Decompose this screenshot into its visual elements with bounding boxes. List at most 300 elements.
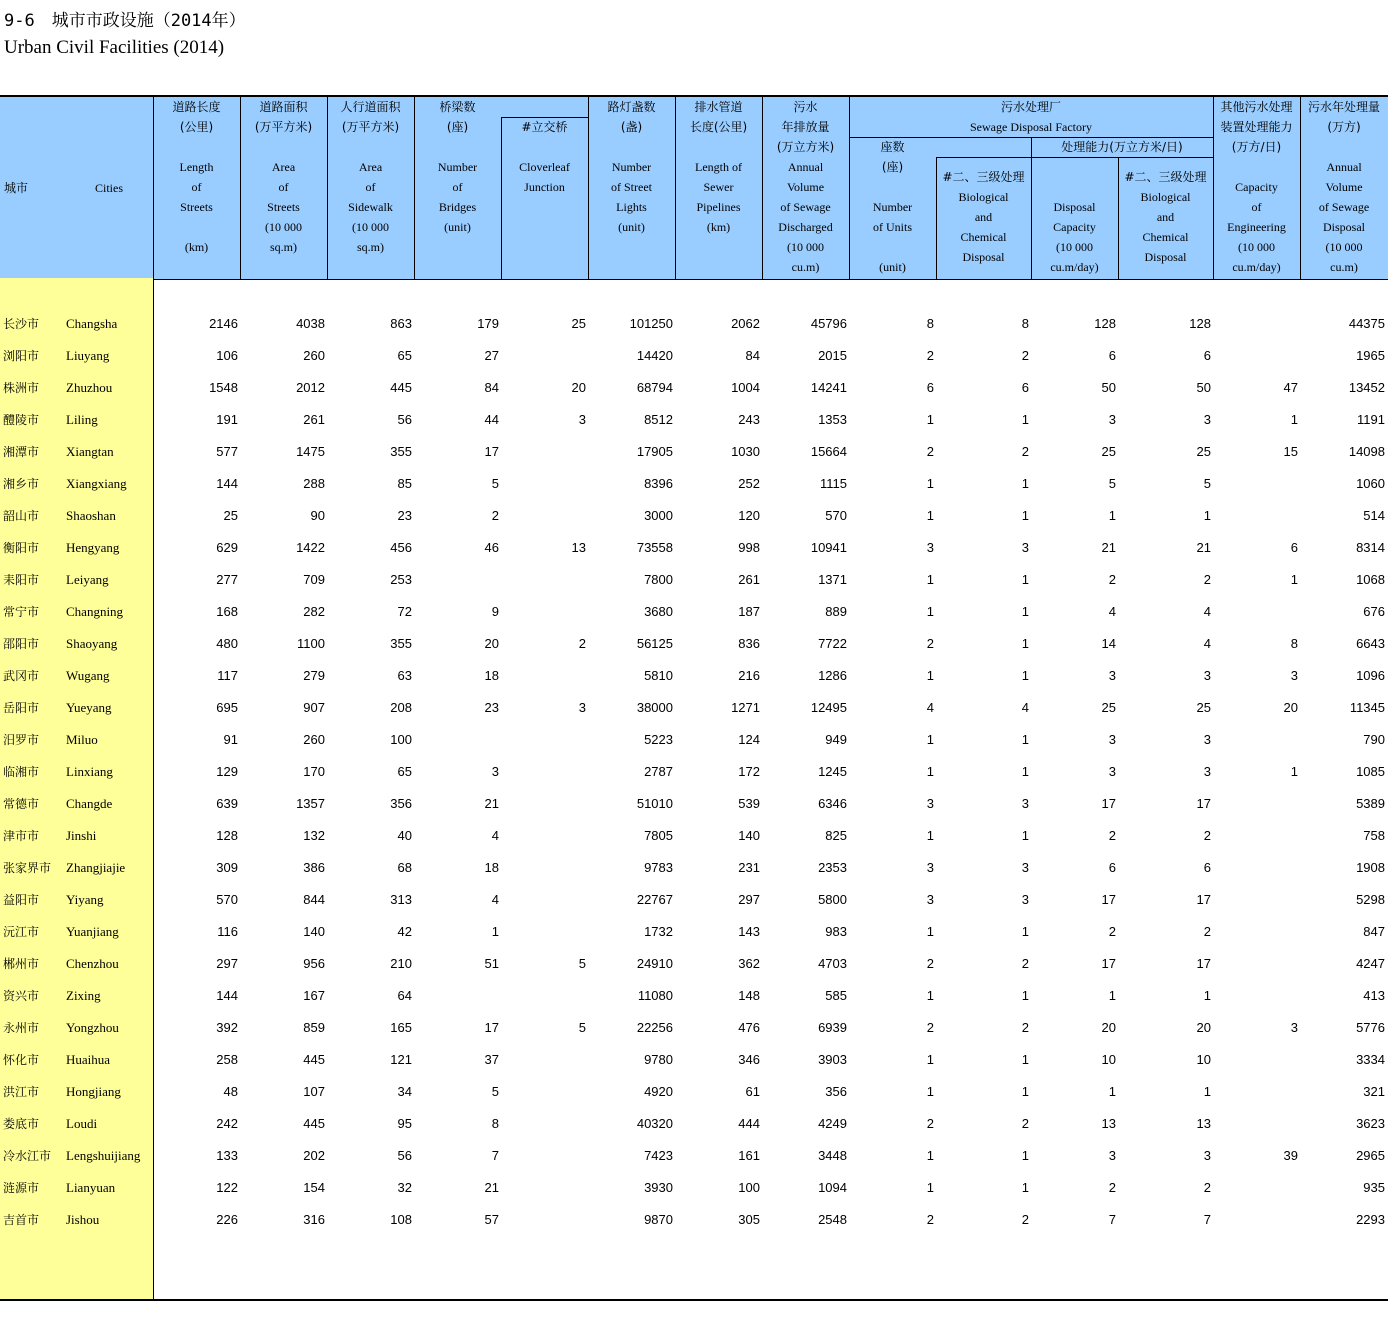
- table-cell: 1: [926, 1148, 934, 1163]
- table-cell: 4: [1021, 700, 1029, 715]
- table-cell: 154: [303, 1180, 325, 1195]
- city-name-en: Loudi: [66, 1116, 98, 1131]
- city-name-cn: 益阳市: [3, 893, 40, 907]
- table-cell: 2: [926, 1020, 934, 1035]
- table-row: [0, 1140, 1388, 1172]
- table-cell: 6: [1021, 380, 1029, 395]
- table-cell: 12495: [810, 700, 847, 715]
- table-cell: 2353: [818, 860, 847, 875]
- table-cell: 2: [926, 636, 934, 651]
- table-cell: 476: [738, 1020, 760, 1035]
- table-cell: 106: [216, 348, 238, 363]
- table-cell: 7: [491, 1148, 499, 1163]
- table-cell: 25: [1196, 700, 1211, 715]
- city-name-cn: 武冈市: [3, 669, 40, 683]
- table-cell: 2: [1203, 924, 1211, 939]
- table-cell: 107: [303, 1084, 325, 1099]
- table-row: [0, 308, 1388, 340]
- table-cell: 40320: [636, 1116, 673, 1131]
- table-cell: 577: [216, 444, 238, 459]
- table-cell: 1: [926, 924, 934, 939]
- header-capacity-group: 处理能力(万立方米/日): [1061, 140, 1183, 154]
- table-cell: 2: [1021, 1212, 1029, 1227]
- table-cell: 863: [390, 316, 412, 331]
- table-cell: 1357: [296, 796, 325, 811]
- city-name-en: Lianyuan: [66, 1180, 116, 1195]
- city-name-en: Yiyang: [66, 892, 104, 907]
- table-cell: 1: [926, 604, 934, 619]
- table-cell: 1: [926, 668, 934, 683]
- table-cell: 18: [484, 860, 499, 875]
- table-cell: 1: [1290, 572, 1298, 587]
- table-cell: 44375: [1348, 316, 1385, 331]
- table-cell: 1: [926, 1180, 934, 1195]
- table-cell: 7: [1108, 1212, 1116, 1227]
- city-name-cn: 湘乡市: [3, 477, 40, 491]
- table-cell: 14420: [636, 348, 673, 363]
- table-cell: 3: [1203, 412, 1211, 427]
- table-cell: 202: [303, 1148, 325, 1163]
- city-name-en: Changde: [66, 796, 113, 811]
- table-cell: 3: [1021, 860, 1029, 875]
- header-sewer-length: 排水管道 长度(公里) Length of Sewer Pipelines (km): [689, 100, 748, 234]
- table-cell: 191: [216, 412, 238, 427]
- table-cell: 4247: [1356, 956, 1385, 971]
- table-cell: 1: [1108, 1084, 1116, 1099]
- city-name-cn: 冷水江市: [3, 1149, 52, 1163]
- city-name-en: Changning: [66, 604, 124, 619]
- table-cell: 539: [738, 796, 760, 811]
- table-cell: 570: [216, 892, 238, 907]
- table-cell: 25: [223, 508, 238, 523]
- table-cell: 13: [1101, 1116, 1116, 1131]
- table-cell: 3: [1108, 668, 1116, 683]
- table-cell: 444: [738, 1116, 760, 1131]
- table-cell: 3: [1290, 1020, 1298, 1035]
- table-cell: 6: [1108, 860, 1116, 875]
- table-cell: 2: [1021, 348, 1029, 363]
- table-row: [0, 1076, 1388, 1108]
- table-cell: 1: [1021, 828, 1029, 843]
- table-header: [0, 95, 1388, 280]
- table-cell: 2: [491, 508, 499, 523]
- table-cell: 11345: [1349, 700, 1385, 715]
- table-row: [0, 596, 1388, 628]
- table-cell: 570: [825, 508, 847, 523]
- header-other-capacity: 其他污水处理 装置处理能力 (万方/日) Capacity of Engineering (10 000 cu.m/day): [1220, 100, 1293, 274]
- city-name-cn: 怀化市: [3, 1053, 40, 1067]
- table-cell: 20: [1283, 700, 1298, 715]
- table-cell: 1371: [818, 572, 847, 587]
- table-cell: 859: [303, 1020, 325, 1035]
- table-row: [0, 404, 1388, 436]
- city-name-cn: 洪江市: [3, 1085, 40, 1099]
- table-cell: 5: [578, 956, 586, 971]
- city-name-cn: 常德市: [3, 797, 40, 811]
- city-name-cn: 吉首市: [3, 1213, 40, 1227]
- table-cell: 1: [1021, 1084, 1029, 1099]
- table-cell: 3: [926, 796, 934, 811]
- header-bridges: 桥梁数 (座) Number of Bridges (unit): [437, 100, 478, 234]
- table-cell: 56: [397, 412, 412, 427]
- table-row: [0, 468, 1388, 500]
- table-cell: 24910: [636, 956, 673, 971]
- table-cell: 3: [578, 700, 586, 715]
- table-cell: 356: [390, 796, 412, 811]
- table-cell: 4920: [644, 1084, 673, 1099]
- table-cell: 445: [390, 380, 412, 395]
- table-cell: 1: [1021, 924, 1029, 939]
- table-cell: 305: [738, 1212, 760, 1227]
- table-cell: 8: [491, 1116, 499, 1131]
- table-cell: 46: [484, 540, 499, 555]
- table-cell: 242: [216, 1116, 238, 1131]
- city-name-en: Lengshuijiang: [66, 1148, 141, 1163]
- city-name-cn: 邵阳市: [3, 637, 40, 651]
- table-cell: 5: [491, 476, 499, 491]
- table-cell: 1: [926, 572, 934, 587]
- table-cell: 3623: [1356, 1116, 1385, 1131]
- table-cell: 168: [216, 604, 238, 619]
- table-cell: 37: [484, 1052, 499, 1067]
- table-cell: 15664: [810, 444, 847, 459]
- city-name-cn: 岳阳市: [3, 701, 40, 715]
- table-cell: 13: [1196, 1116, 1211, 1131]
- table-cell: 57: [484, 1212, 499, 1227]
- table-row: [0, 724, 1388, 756]
- table-cell: 758: [1363, 828, 1385, 843]
- header-cloverleaf: #立交桥 Cloverleaf Junction: [519, 120, 570, 194]
- table-cell: 1245: [818, 764, 847, 779]
- table-cell: 277: [216, 572, 238, 587]
- city-name-en: Xiangtan: [66, 444, 114, 459]
- table-cell: 413: [1363, 988, 1385, 1003]
- table-cell: 998: [738, 540, 760, 555]
- table-cell: 2015: [818, 348, 847, 363]
- table-cell: 3: [1108, 764, 1116, 779]
- table-cell: 117: [217, 668, 238, 683]
- city-name-en: Yuanjiang: [66, 924, 119, 939]
- table-row: [0, 340, 1388, 372]
- table-cell: 85: [397, 476, 412, 491]
- city-name-en: Zhuzhou: [66, 380, 113, 395]
- table-cell: 1: [491, 924, 499, 939]
- table-cell: 143: [738, 924, 760, 939]
- table-cell: 128: [1094, 316, 1116, 331]
- table-cell: 3: [1203, 764, 1211, 779]
- city-name-en: Yueyang: [66, 700, 112, 715]
- city-name-cn: 郴州市: [3, 957, 40, 971]
- table-cell: 585: [825, 988, 847, 1003]
- table-row: [0, 1204, 1388, 1236]
- table-cell: 3000: [644, 508, 673, 523]
- table-cell: 279: [303, 668, 325, 683]
- table-cell: 38000: [636, 700, 673, 715]
- table-cell: 2: [926, 1116, 934, 1131]
- table-cell: 14: [1101, 636, 1116, 651]
- table-cell: 7800: [644, 572, 673, 587]
- header-factory-units: 座数 (座) Number of Units (unit): [872, 140, 913, 274]
- table-row: [0, 852, 1388, 884]
- table-cell: 22256: [636, 1020, 673, 1035]
- table-cell: 34: [397, 1084, 412, 1099]
- table-cell: 3: [1203, 732, 1211, 747]
- table-cell: 3: [926, 540, 934, 555]
- table-cell: 2: [1021, 1116, 1029, 1131]
- table-cell: 3: [1108, 412, 1116, 427]
- table-cell: 1: [1021, 604, 1029, 619]
- table-cell: 121: [390, 1052, 412, 1067]
- table-cell: 20: [571, 380, 586, 395]
- table-cell: 260: [303, 348, 325, 363]
- table-cell: 1732: [644, 924, 673, 939]
- table-cell: 108: [390, 1212, 412, 1227]
- table-cell: 170: [303, 764, 325, 779]
- table-cell: 1475: [296, 444, 325, 459]
- table-cell: 2965: [1356, 1148, 1385, 1163]
- table-cell: 144: [216, 476, 238, 491]
- table-cell: 790: [1363, 732, 1385, 747]
- table-cell: 9780: [644, 1052, 673, 1067]
- table-row: [0, 1012, 1388, 1044]
- table-cell: 5298: [1356, 892, 1385, 907]
- table-cell: 8: [926, 316, 934, 331]
- table-cell: 68794: [636, 380, 673, 395]
- table-cell: 61: [745, 1084, 760, 1099]
- table-cell: 167: [303, 988, 325, 1003]
- table-cell: 1: [926, 508, 934, 523]
- table-cell: 445: [303, 1052, 325, 1067]
- table-cell: 6: [1203, 348, 1211, 363]
- table-cell: 3448: [818, 1148, 847, 1163]
- table-cell: 2: [926, 444, 934, 459]
- table-cell: 253: [390, 572, 412, 587]
- table-cell: 5389: [1356, 796, 1385, 811]
- table-cell: 6643: [1356, 636, 1385, 651]
- table-cell: 297: [738, 892, 760, 907]
- table-cell: 20: [1101, 1020, 1116, 1035]
- table-row: [0, 532, 1388, 564]
- table-cell: 392: [216, 1020, 238, 1035]
- table-cell: 260: [303, 732, 325, 747]
- table-cell: 124: [738, 732, 760, 747]
- table-cell: 1: [1290, 764, 1298, 779]
- table-row: [0, 500, 1388, 532]
- table-cell: 56125: [636, 636, 673, 651]
- table-cell: 1: [1021, 988, 1029, 1003]
- table-cell: 120: [738, 508, 760, 523]
- table-cell: 21: [1196, 540, 1211, 555]
- table-cell: 21: [1101, 540, 1116, 555]
- table-cell: 3: [926, 892, 934, 907]
- city-name-cn: 沅江市: [3, 925, 40, 939]
- table-cell: 456: [390, 540, 412, 555]
- table-cell: 6: [1290, 540, 1298, 555]
- table-cell: 1: [1021, 476, 1029, 491]
- table-cell: 48: [223, 1084, 238, 1099]
- table-cell: 1: [1021, 636, 1029, 651]
- table-cell: 8314: [1356, 540, 1385, 555]
- table-cell: 17: [1196, 956, 1211, 971]
- table-cell: 22767: [636, 892, 673, 907]
- table-cell: 1: [1203, 988, 1211, 1003]
- table-cell: 226: [216, 1212, 238, 1227]
- table-cell: 10: [1101, 1052, 1116, 1067]
- city-name-cn: 张家界市: [3, 861, 52, 875]
- table-cell: 5: [1108, 476, 1116, 491]
- table-cell: 3: [926, 860, 934, 875]
- table-row: [0, 628, 1388, 660]
- table-row: [0, 1044, 1388, 1076]
- table-cell: 2: [1108, 572, 1116, 587]
- table-cell: 1: [1021, 764, 1029, 779]
- table-cell: 9: [491, 604, 499, 619]
- table-row: [0, 948, 1388, 980]
- table-cell: 2: [1021, 1020, 1029, 1035]
- table-cell: 8396: [644, 476, 673, 491]
- table-cell: 3: [1203, 668, 1211, 683]
- header-sewage-discharged: 污水 年排放量 (万立方米) Annual Volume of Sewage Discharged (10 000 cu.m): [776, 100, 835, 274]
- table-cell: 4249: [818, 1116, 847, 1131]
- table-cell: 1: [1021, 732, 1029, 747]
- table-cell: 2146: [209, 316, 238, 331]
- table-row: [0, 820, 1388, 852]
- table-cell: 1: [926, 476, 934, 491]
- table-cell: 847: [1363, 924, 1385, 939]
- table-cell: 132: [303, 828, 325, 843]
- table-cell: 3: [1021, 540, 1029, 555]
- table-cell: 5223: [644, 732, 673, 747]
- table-cell: 23: [484, 700, 499, 715]
- table-cell: 3903: [818, 1052, 847, 1067]
- table-cell: 51010: [636, 796, 673, 811]
- table-cell: 261: [738, 572, 760, 587]
- city-name-en: Linxiang: [66, 764, 113, 779]
- table-cell: 65: [397, 348, 412, 363]
- header-street-lights: 路灯盏数 (盏) Number of Street Lights (unit): [607, 100, 656, 234]
- table-cell: 1030: [731, 444, 760, 459]
- table-cell: 91: [223, 732, 238, 747]
- table-row: [0, 564, 1388, 596]
- table-bottom-border: [0, 1299, 1388, 1301]
- city-name-en: Huaihua: [66, 1052, 111, 1067]
- header-city-en: Cities: [94, 181, 123, 195]
- header-sidewalk-area: 人行道面积 (万平方米) Area of Sidewalk (10 000 sq.m): [340, 100, 401, 254]
- table-cell: 208: [390, 700, 412, 715]
- table-cell: 14241: [810, 380, 847, 395]
- page-title-cn: 9-6 城市市政设施（2014年）: [4, 11, 246, 31]
- table-cell: 100: [738, 1180, 760, 1195]
- table-cell: 1: [926, 412, 934, 427]
- table-cell: 51: [484, 956, 499, 971]
- table-cell: 25: [1196, 444, 1211, 459]
- table-cell: 2293: [1356, 1212, 1385, 1227]
- table-cell: 23: [397, 508, 412, 523]
- table-cell: 1353: [818, 412, 847, 427]
- table-cell: 313: [390, 892, 412, 907]
- city-name-en: Leiyang: [66, 572, 109, 587]
- table-cell: 2787: [644, 764, 673, 779]
- table-cell: 836: [738, 636, 760, 651]
- table-cell: 148: [738, 988, 760, 1003]
- table-cell: 1: [1203, 508, 1211, 523]
- table-row: [0, 372, 1388, 404]
- city-name-cn: 醴陵市: [3, 413, 40, 427]
- table-cell: 8512: [644, 412, 673, 427]
- table-cell: 889: [825, 604, 847, 619]
- table-cell: 2: [926, 348, 934, 363]
- table-cell: 362: [738, 956, 760, 971]
- table-cell: 122: [216, 1180, 238, 1195]
- table-cell: 8: [1290, 636, 1298, 651]
- table-cell: 5: [491, 1084, 499, 1099]
- header-factory-group: 污水处理厂 Sewage Disposal Factory: [970, 100, 1092, 134]
- table-cell: 3: [578, 412, 586, 427]
- table-cell: 935: [1363, 1180, 1385, 1195]
- table-row: [0, 788, 1388, 820]
- city-name-cn: 常宁市: [3, 605, 40, 619]
- city-name-en: Shaoshan: [66, 508, 116, 523]
- city-name-cn: 涟源市: [3, 1181, 40, 1195]
- table-cell: 3: [1021, 796, 1029, 811]
- table-cell: 5: [1203, 476, 1211, 491]
- table-cell: 25: [1101, 700, 1116, 715]
- table-cell: 84: [745, 348, 760, 363]
- table-cell: 210: [390, 956, 412, 971]
- table-cell: 386: [303, 860, 325, 875]
- table-cell: 2: [1203, 1180, 1211, 1195]
- table-cell: 187: [738, 604, 760, 619]
- table-cell: 65: [397, 764, 412, 779]
- city-name-cn: 娄底市: [3, 1117, 40, 1131]
- table-cell: 2: [1108, 1180, 1116, 1195]
- table-cell: 1271: [731, 700, 760, 715]
- table-cell: 17: [1196, 892, 1211, 907]
- table-cell: 4703: [818, 956, 847, 971]
- city-name-en: Miluo: [66, 732, 98, 747]
- table-cell: 676: [1363, 604, 1385, 619]
- table-cell: 297: [216, 956, 238, 971]
- table-cell: 4: [491, 828, 499, 843]
- table-cell: 1: [1021, 1148, 1029, 1163]
- table-cell: 2: [1203, 572, 1211, 587]
- table-cell: 18: [484, 668, 499, 683]
- table-cell: 1: [926, 1084, 934, 1099]
- table-cell: 2: [1203, 828, 1211, 843]
- table-cell: 140: [303, 924, 325, 939]
- table-cell: 64: [397, 988, 412, 1003]
- table-cell: 316: [303, 1212, 325, 1227]
- table-cell: 8: [1021, 316, 1029, 331]
- table-cell: 1: [1108, 508, 1116, 523]
- city-name-en: Liling: [66, 412, 98, 427]
- city-name-cn: 耒阳市: [3, 573, 40, 587]
- table-cell: 639: [216, 796, 238, 811]
- table-cell: 172: [738, 764, 760, 779]
- table-cell: 355: [390, 444, 412, 459]
- header-capacity-biological: #二、三级处理 Biological and Chemical Disposal: [1124, 170, 1207, 264]
- city-name-en: Jishou: [66, 1212, 100, 1227]
- table-cell: 1: [1021, 1180, 1029, 1195]
- table-cell: 1: [1021, 572, 1029, 587]
- table-cell: 45796: [810, 316, 847, 331]
- table-cell: 25: [1101, 444, 1116, 459]
- table-cell: 1096: [1356, 668, 1385, 683]
- city-name-cn: 汨罗市: [3, 733, 40, 747]
- table-cell: 5: [578, 1020, 586, 1035]
- table-cell: 165: [390, 1020, 412, 1035]
- table-cell: 1068: [1356, 572, 1385, 587]
